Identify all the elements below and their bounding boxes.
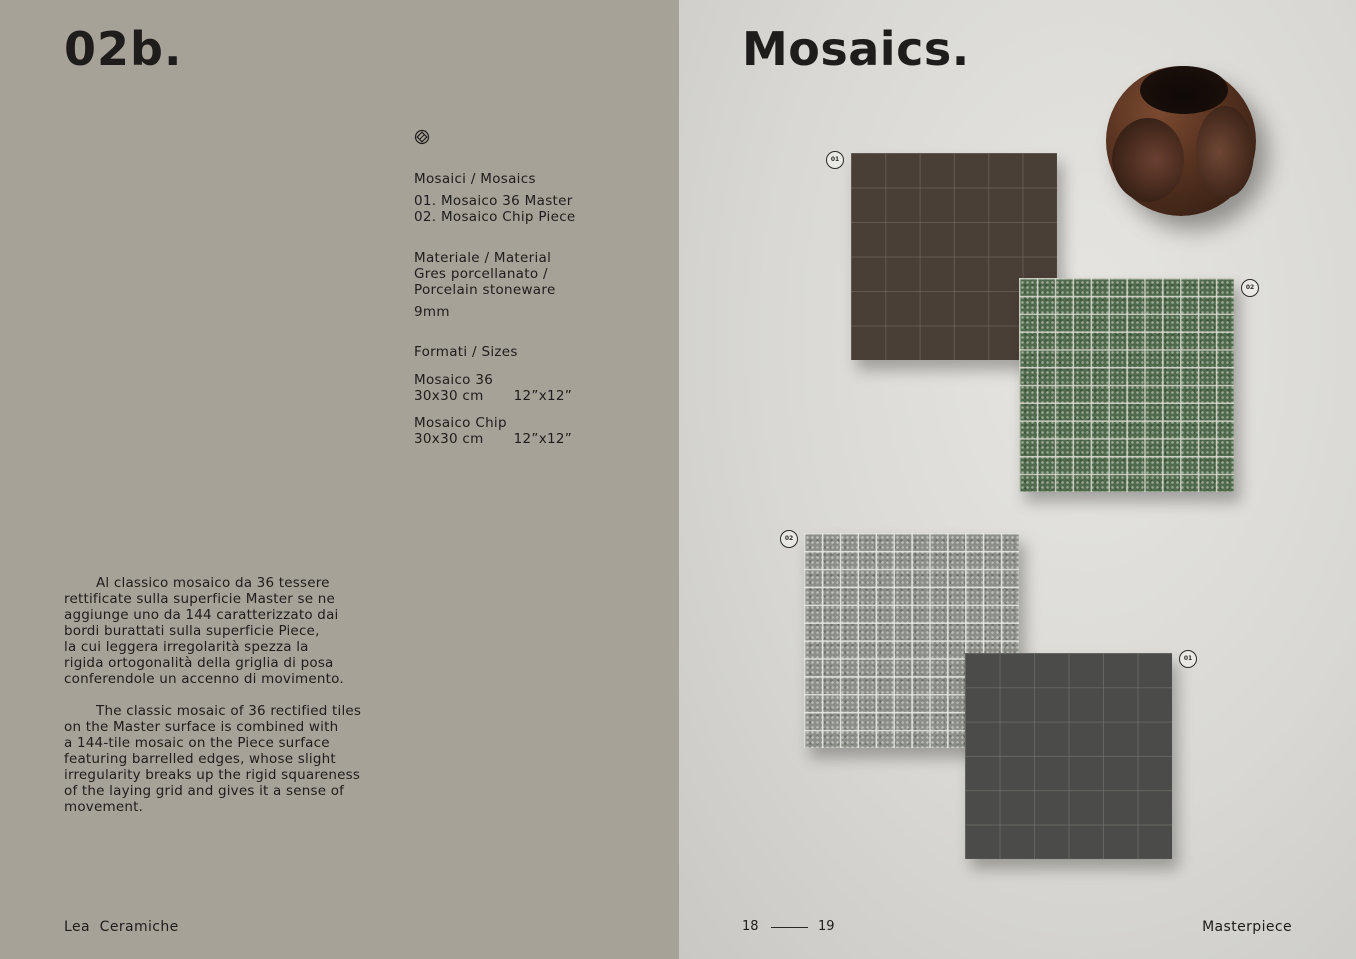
description-line: movement. <box>64 799 144 815</box>
thickness-value: 9mm <box>414 304 450 320</box>
material-line: Porcelain stoneware <box>414 282 556 298</box>
size-name: Mosaico 36 <box>414 372 494 388</box>
size-imperial: 12”x12” <box>513 431 573 447</box>
footer-collection: Masterpiece <box>1202 919 1292 935</box>
page-number-right: 19 <box>818 919 835 934</box>
description-english <box>64 703 394 815</box>
mosaics-spec <box>414 171 536 187</box>
material-spec <box>414 250 556 298</box>
description-line: la cui leggera irregolarità spezza la <box>64 639 309 655</box>
size-entry <box>414 372 572 404</box>
description-line: Al classico mosaico da 36 tessere <box>96 575 330 591</box>
description-line: featuring barrelled edges, whose slight <box>64 751 336 767</box>
description-line: The classic mosaic of 36 rectified tiles <box>96 703 362 719</box>
mosaic-36-master-dark-tile <box>965 653 1172 859</box>
diamond-logo-icon <box>414 129 430 145</box>
mosaics-heading: Mosaici / Mosaics <box>414 171 536 187</box>
mosaic-item: 01. Mosaico 36 Master <box>414 193 573 209</box>
rusted-sphere-sculpture-image <box>1106 66 1256 216</box>
description-line: of the laying grid and gives it a sense of <box>64 783 345 799</box>
sizes-heading: Formati / Sizes <box>414 344 518 360</box>
description-line: on the Master surface is combined with <box>64 719 339 735</box>
tile-marker: 02 <box>1241 279 1259 297</box>
description-line: conferendole un accenno di movimento. <box>64 671 344 687</box>
section-number: 02b. <box>64 22 183 76</box>
mosaic-chip-piece-green-tile <box>1019 278 1234 492</box>
mosaic-item: 02. Mosaico Chip Piece <box>414 209 576 225</box>
tile-marker: 02 <box>780 530 798 548</box>
mosaic-items <box>414 193 576 225</box>
description-line: rettificate sulla superficie Master se ne <box>64 591 336 607</box>
page-number-left: 18 <box>742 919 759 934</box>
size-metric: 30x30 cm <box>414 431 484 447</box>
size-name: Mosaico Chip <box>414 415 507 431</box>
description-italian <box>64 575 394 687</box>
size-entry <box>414 415 572 447</box>
footer-brand: Lea Ceramiche <box>64 919 179 935</box>
description-line: rigida ortogonalità della griglia di posa <box>64 655 334 671</box>
description-line: bordi burattati sulla superficie Piece, <box>64 623 320 639</box>
material-heading: Materiale / Material <box>414 250 552 266</box>
page-title: Mosaics. <box>742 22 970 76</box>
right-page <box>679 0 1356 959</box>
tile-marker: 01 <box>826 151 844 169</box>
sizes-spec <box>414 344 518 360</box>
size-imperial: 12”x12” <box>513 388 573 404</box>
thickness <box>414 304 450 320</box>
tile-marker: 01 <box>1179 650 1197 668</box>
description-line: aggiunge uno da 144 caratterizzato dai <box>64 607 339 623</box>
page-number-divider <box>771 927 808 928</box>
size-metric: 30x30 cm <box>414 388 484 404</box>
material-line: Gres porcellanato / <box>414 266 548 282</box>
description-line: a 144-tile mosaic on the Piece surface <box>64 735 330 751</box>
description-line: irregularity breaks up the rigid squareness <box>64 767 361 783</box>
